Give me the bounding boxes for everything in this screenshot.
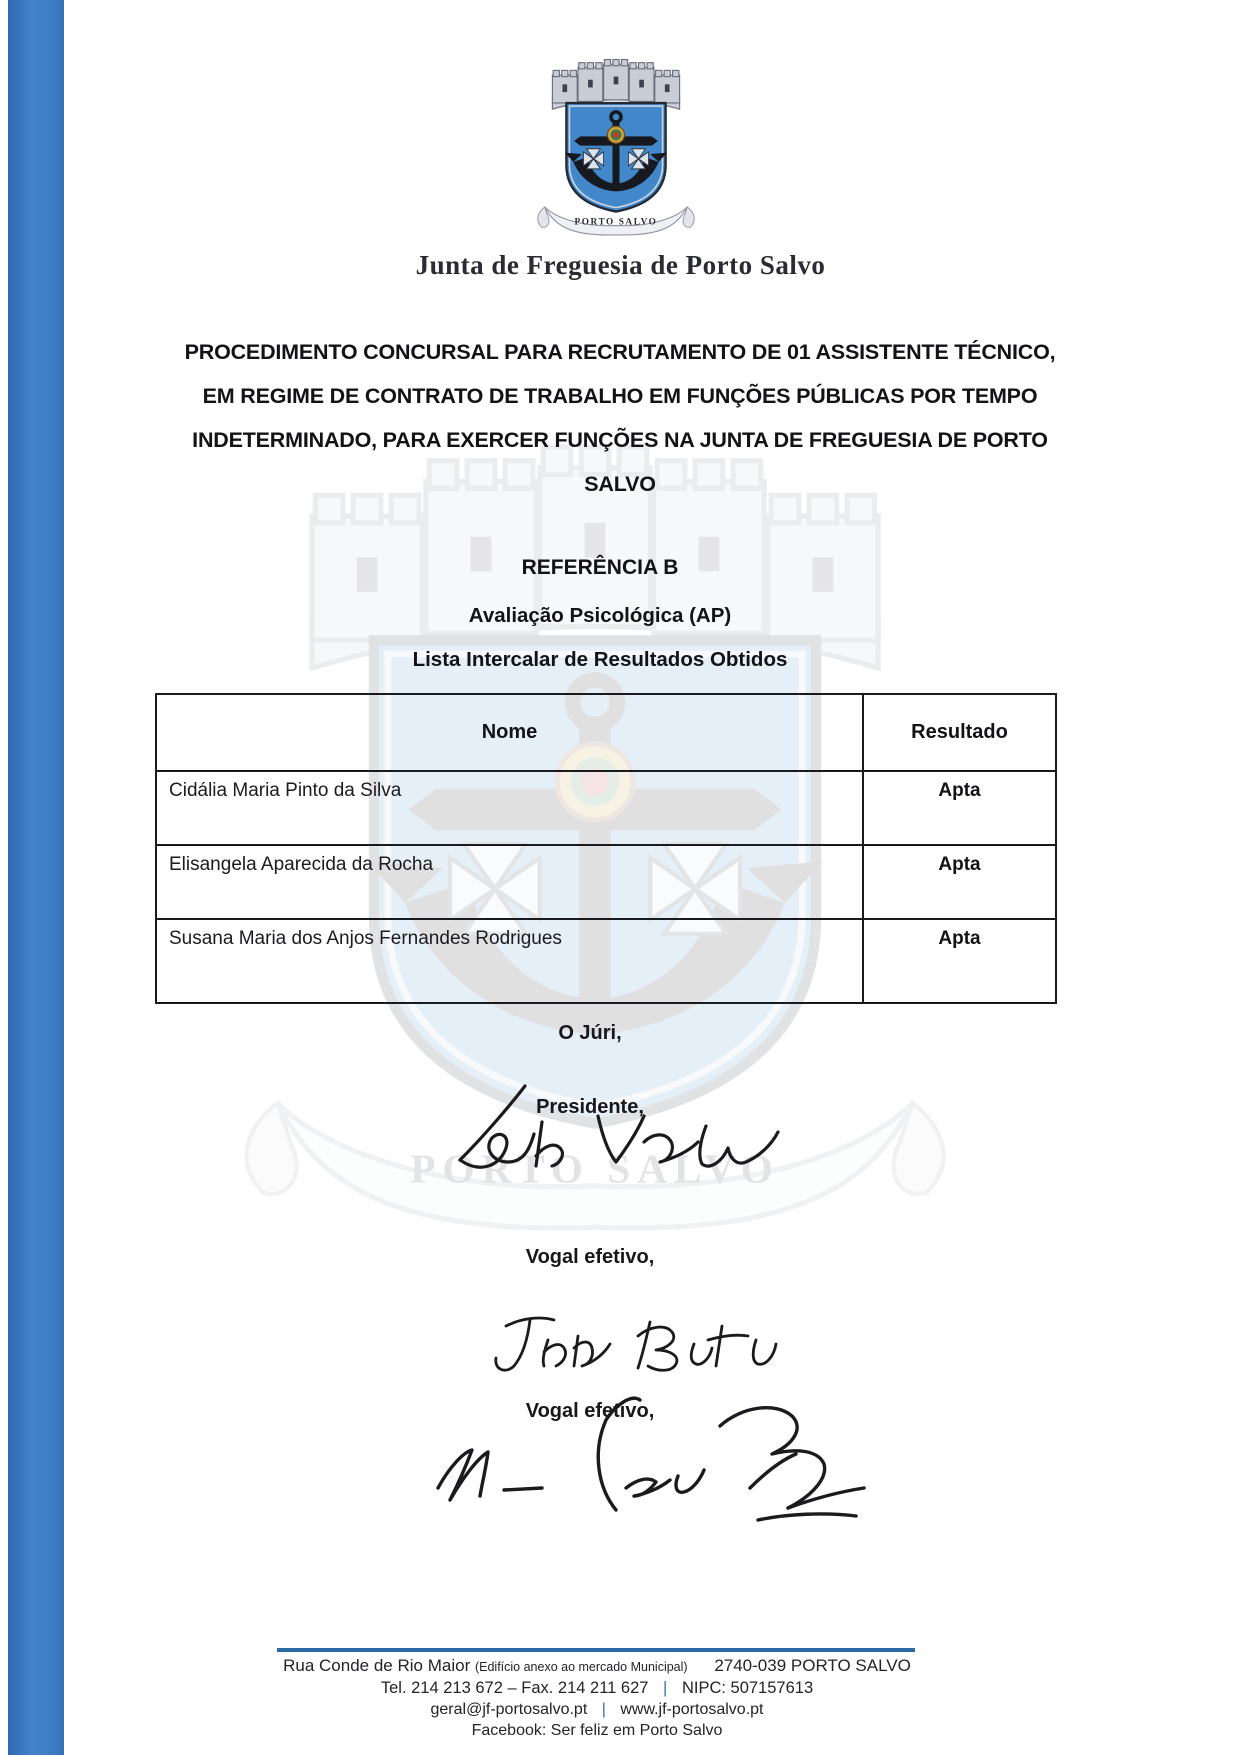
footer-address-note: (Edifício anexo ao mercado Municipal) [474, 1660, 688, 1674]
footer-postal-code: 2740-039 PORTO SALVO [714, 1656, 911, 1675]
footer-address: Rua Conde de Rio Maior [283, 1656, 471, 1675]
table-row [156, 771, 1056, 845]
document-title [140, 330, 1100, 506]
results-list-title: Lista Intercalar de Resultados Obtidos [412, 648, 788, 671]
footer-web-line [247, 1701, 947, 1719]
footer-contacts-line [247, 1679, 947, 1698]
organization-name: Junta de Freguesia de Porto Salvo [415, 250, 826, 280]
candidate-result: Apta [863, 771, 1056, 845]
signature-president [430, 1082, 790, 1197]
footer-website: www.jf-portosalvo.pt [620, 1701, 764, 1718]
candidate-result: Apta [863, 919, 1056, 1003]
jury-heading: O Júri, [558, 1022, 622, 1044]
title-line-2: EM REGIME DE CONTRATO DE TRABALHO EM FUNÇÕES PÚBLICAS POR TEMPO [202, 384, 1038, 408]
column-header-resultado: Resultado [863, 694, 1056, 771]
results-table [155, 693, 1057, 1004]
footer-facebook-line: Facebook: Ser feliz em Porto Salvo [471, 1722, 723, 1739]
reference-heading: REFERÊNCIA B [521, 556, 679, 579]
candidate-name: Elisangela Aparecida da Rocha [156, 845, 863, 919]
footer-address-line [247, 1656, 947, 1676]
footer-divider-line [277, 1648, 915, 1652]
president-label: Presidente, [536, 1096, 644, 1118]
title-line-4: SALVO [584, 472, 656, 496]
vogal-efetivo-1-label: Vogal efetivo, [525, 1246, 655, 1268]
footer-separator: | [601, 1701, 606, 1718]
table-row [156, 919, 1056, 1003]
signature-vogal-2 [420, 1392, 880, 1542]
footer-tel-fax: Tel. 214 213 672 – Fax. 214 211 627 [380, 1679, 649, 1697]
title-line-1: PROCEDIMENTO CONCURSAL PARA RECRUTAMENTO DE 01 ASSISTENTE TÉCNICO, [184, 340, 1056, 364]
reference-subheading: Avaliação Psicológica (AP) [468, 604, 732, 627]
candidate-result: Apta [863, 845, 1056, 919]
signature-vogal-1 [470, 1296, 780, 1381]
candidate-name: Susana Maria dos Anjos Fernandes Rodrigues [156, 919, 863, 1003]
column-header-nome: Nome [156, 694, 863, 771]
table-header-row [156, 694, 1056, 771]
title-line-3: INDETERMINADO, PARA EXERCER FUNÇÕES NA JUNTA DE FREGUESIA DE PORTO [192, 428, 1048, 452]
footer-nipc: NIPC: 507157613 [681, 1679, 814, 1697]
footer-separator: | [663, 1679, 668, 1697]
table-row [156, 845, 1056, 919]
coat-of-arms [530, 58, 702, 248]
vogal-efetivo-2-label: Vogal efetivo, [525, 1400, 655, 1422]
footer-email: geral@jf-portosalvo.pt [430, 1701, 588, 1718]
candidate-name: Cidália Maria Pinto da Silva [156, 771, 863, 845]
